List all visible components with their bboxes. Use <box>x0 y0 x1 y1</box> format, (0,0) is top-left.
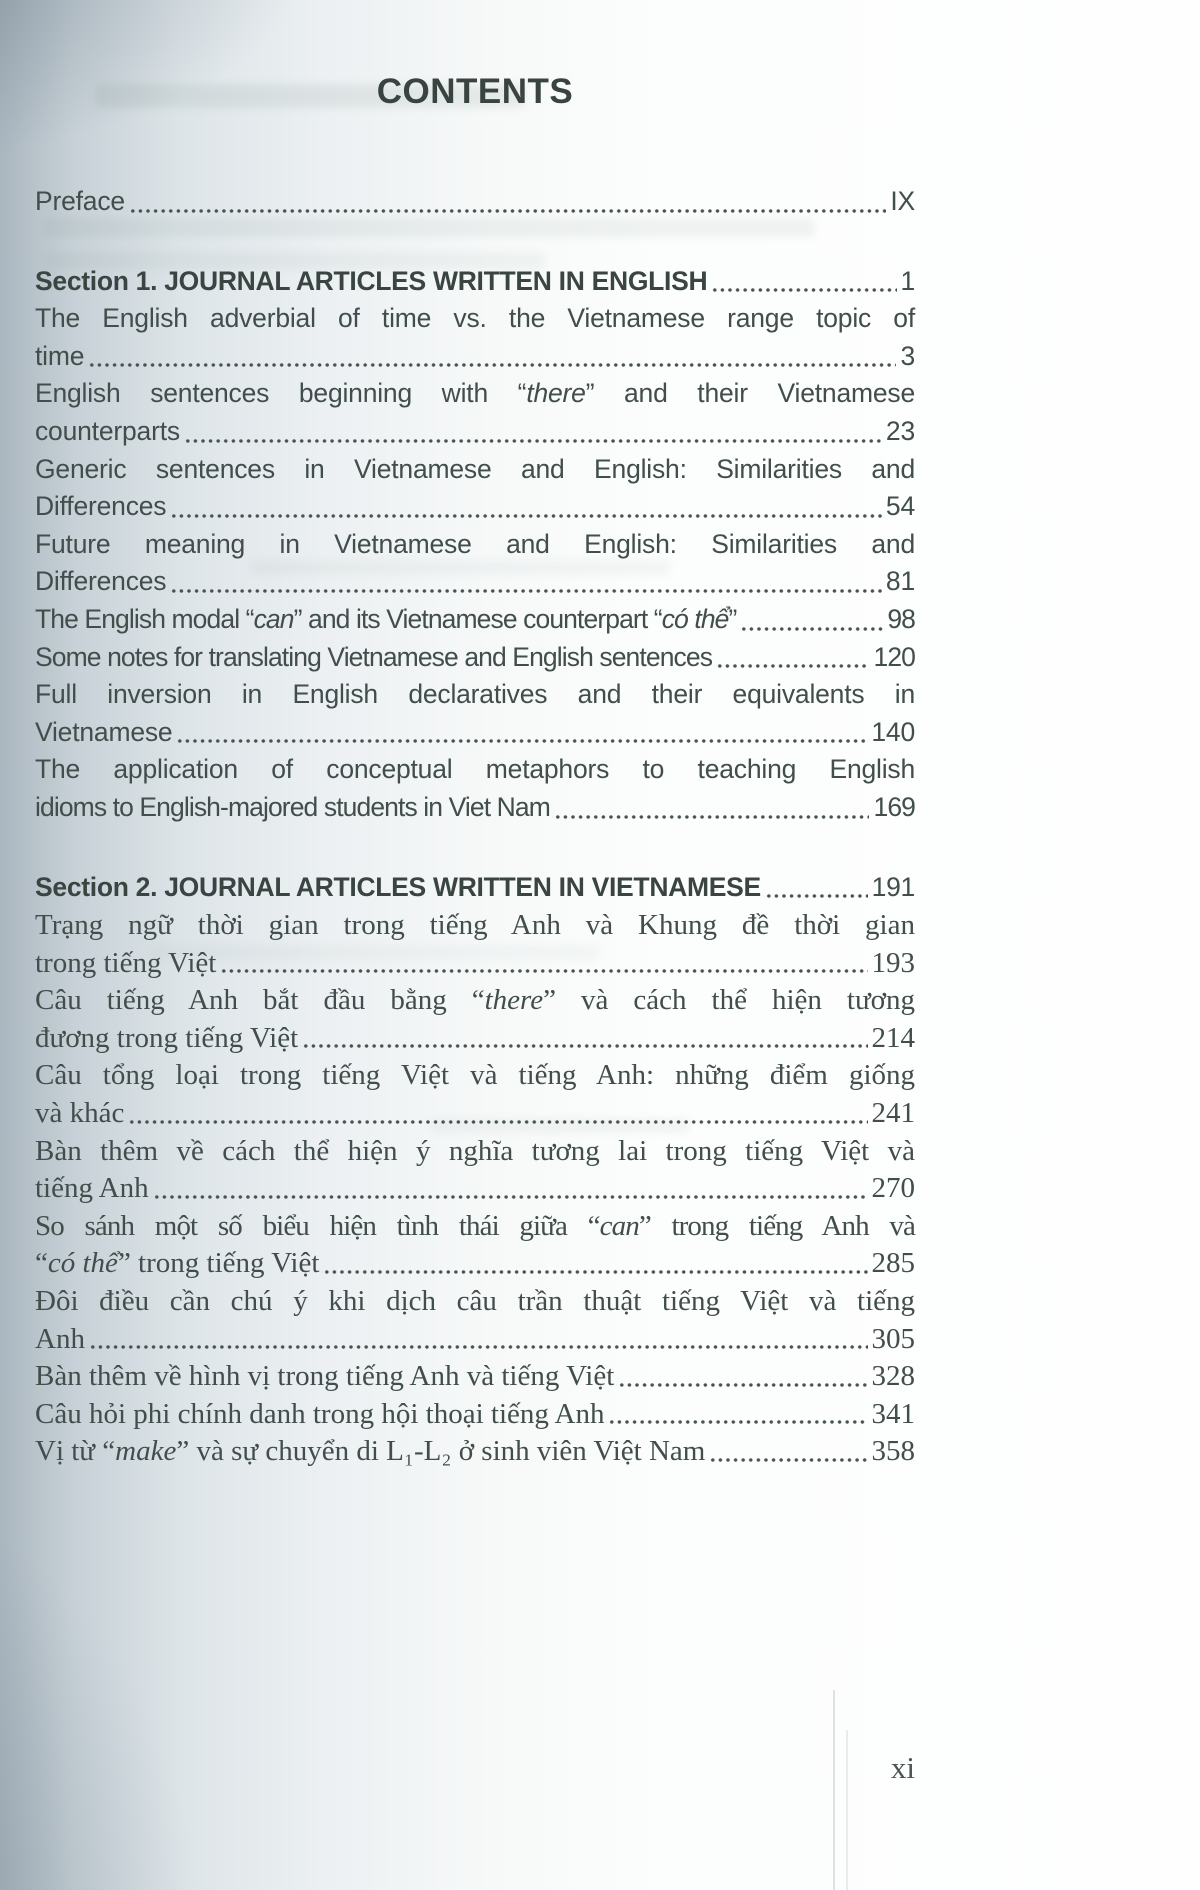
toc-entry <box>35 872 915 910</box>
toc-entry <box>35 1135 915 1173</box>
toc-entry <box>35 491 915 529</box>
toc-entry <box>35 1435 915 1473</box>
toc-entry-page: 191 <box>871 871 915 902</box>
toc-entry-page: 328 <box>871 1360 915 1393</box>
dot-leader <box>168 566 882 604</box>
toc-entry-text: tiếng Anh <box>35 1172 149 1205</box>
toc-entry-page: 54 <box>885 491 915 522</box>
dot-leader <box>606 1398 867 1436</box>
toc-entry-text: English sentences beginning with “there” and their Vietnamese <box>35 378 915 409</box>
toc-entry-text: Full inversion in English declaratives and their equivalents in <box>35 679 915 710</box>
toc-entry <box>35 1059 915 1097</box>
toc-entry <box>35 679 915 717</box>
toc-entry <box>35 947 915 985</box>
toc-entry-text: Bàn thêm về cách thể hiện ý nghĩa tương lai trong tiếng Việt và <box>35 1134 915 1167</box>
toc-entry-text: và khác <box>35 1097 125 1130</box>
toc-entry-text: Câu tổng loại trong tiếng Việt và tiếng Anh: những điểm giống <box>35 1059 915 1092</box>
toc-entry <box>35 303 915 341</box>
toc-entry-page: 1 <box>900 265 915 296</box>
toc-entry <box>35 642 915 680</box>
folio-page-number: xi <box>890 1750 915 1785</box>
dot-leader <box>552 792 870 830</box>
toc-entry <box>35 604 915 642</box>
toc-entry <box>35 1210 915 1248</box>
dot-leader <box>151 1172 868 1210</box>
toc-entry-text: đương trong tiếng Việt <box>35 1021 299 1054</box>
toc-entry-page: 285 <box>871 1247 915 1280</box>
dot-leader <box>616 1360 867 1398</box>
toc-entry-text: “có thể” trong tiếng Việt <box>35 1247 320 1280</box>
toc-entry-text: time <box>35 340 85 371</box>
toc-entry <box>35 1247 915 1285</box>
toc-entry <box>35 1323 915 1361</box>
toc-entry <box>35 1097 915 1135</box>
toc-entry-text: Generic sentences in Vietnamese and English: Similarities and <box>35 453 915 484</box>
toc-entry <box>35 984 915 1022</box>
toc-entry <box>35 566 915 604</box>
toc-entry-page: 305 <box>871 1322 915 1355</box>
toc-entry-page: 120 <box>873 641 915 672</box>
toc-entry-text: The application of conceptual metaphors to teaching English <box>35 754 915 785</box>
toc-entry-text: Anh <box>35 1322 85 1355</box>
dot-leader <box>763 872 868 910</box>
toc-entry-text: Some notes for translating Vietnamese and English sentences <box>35 641 713 672</box>
toc-entry-text: Câu hỏi phi chính danh trong hội thoại tiếng Anh <box>35 1397 605 1430</box>
toc-entry-text: The English adverbial of time vs. the Vietnamese range topic of <box>35 303 915 334</box>
toc-entry <box>35 717 915 755</box>
toc-entry-text: Bàn thêm về hình vị trong tiếng Anh và tiếng Việt <box>35 1360 615 1393</box>
dot-leader <box>218 947 867 985</box>
toc-entry-page: 358 <box>871 1435 915 1468</box>
dot-leader <box>174 717 867 755</box>
dot-leader <box>321 1247 867 1285</box>
toc-entry <box>35 416 915 454</box>
toc-entry-page: 3 <box>900 340 915 371</box>
toc-entry <box>35 792 915 830</box>
toc-entry-page: 23 <box>885 415 915 446</box>
toc-entry-text: Section 1. JOURNAL ARTICLES WRITTEN IN ENGLISH <box>35 265 708 296</box>
toc-entry <box>35 341 915 379</box>
toc-entry <box>35 1022 915 1060</box>
toc-entry-text: The English modal “can” and its Vietnamese counterpart “có thể” <box>35 603 737 634</box>
toc-entry-page: 169 <box>873 791 915 822</box>
toc-entry-text: Câu tiếng Anh bắt đầu bằng “there” và cách thể hiện tương <box>35 984 915 1017</box>
toc-content <box>35 0 915 1473</box>
toc-entry-text: Preface <box>35 186 125 216</box>
dot-leader <box>87 1323 868 1361</box>
toc-gap <box>35 224 915 266</box>
toc-entry-text: Differences <box>35 491 167 522</box>
toc-entry-text: Future meaning in Vietnamese and English: Similarities and <box>35 528 915 559</box>
toc-entry <box>35 1360 915 1398</box>
toc-entry-page: 241 <box>871 1097 915 1130</box>
toc-entry <box>35 454 915 492</box>
dot-leader <box>707 1435 867 1473</box>
dot-leader <box>126 1097 867 1135</box>
toc-entry-text: counterparts <box>35 415 180 446</box>
dot-leader <box>168 491 882 529</box>
dot-leader <box>182 416 882 454</box>
dot-leader <box>86 341 896 379</box>
toc-entry <box>35 1285 915 1323</box>
toc-entry-page: 214 <box>871 1021 915 1054</box>
toc-entry-page: 270 <box>871 1172 915 1205</box>
toc-entry-page: 98 <box>887 603 915 634</box>
toc-entry <box>35 1398 915 1436</box>
dot-leader <box>714 642 869 680</box>
toc-entry-text: Đôi điều cần chú ý khi dịch câu trần thuật tiếng Việt và tiếng <box>35 1285 915 1318</box>
toc-entry-text: Vị từ “make” và sự chuyển di L₁-L₂ ở sinh viên Việt Nam <box>35 1435 706 1468</box>
toc-entry <box>35 378 915 416</box>
page-title: CONTENTS <box>376 72 574 111</box>
toc-entry-text: So sánh một số biểu hiện tình thái giữa “can” trong tiếng Anh và <box>35 1209 915 1242</box>
dot-leader <box>127 186 886 224</box>
toc-entry-page: 341 <box>871 1397 915 1430</box>
toc-entry-page: IX <box>890 186 915 216</box>
dot-leader <box>300 1022 867 1060</box>
toc-entry <box>35 909 915 947</box>
toc-entry-text: Trạng ngữ thời gian trong tiếng Anh và Khung đề thời gian <box>35 909 915 942</box>
toc-entry <box>35 529 915 567</box>
toc-gap <box>35 830 915 872</box>
toc-entry-text: Section 2. JOURNAL ARTICLES WRITTEN IN VIETNAMESE <box>35 871 761 902</box>
toc-entry-page: 81 <box>885 566 915 597</box>
toc-entry-page: 193 <box>871 946 915 979</box>
toc-entry-text: idioms to English-majored students in Viet Nam <box>35 791 550 822</box>
toc-entry-text: trong tiếng Việt <box>35 946 217 979</box>
scan-streak <box>833 1690 835 1890</box>
toc-entry-text: Vietnamese <box>35 716 173 747</box>
toc-entry <box>35 266 915 304</box>
dot-leader <box>738 604 883 642</box>
toc-entry-text: Differences <box>35 566 167 597</box>
toc-entry <box>35 1172 915 1210</box>
toc-list <box>35 186 915 1473</box>
toc-entry <box>35 754 915 792</box>
toc-entry <box>35 186 915 224</box>
toc-entry-page: 140 <box>871 716 915 747</box>
dot-leader <box>709 266 896 304</box>
